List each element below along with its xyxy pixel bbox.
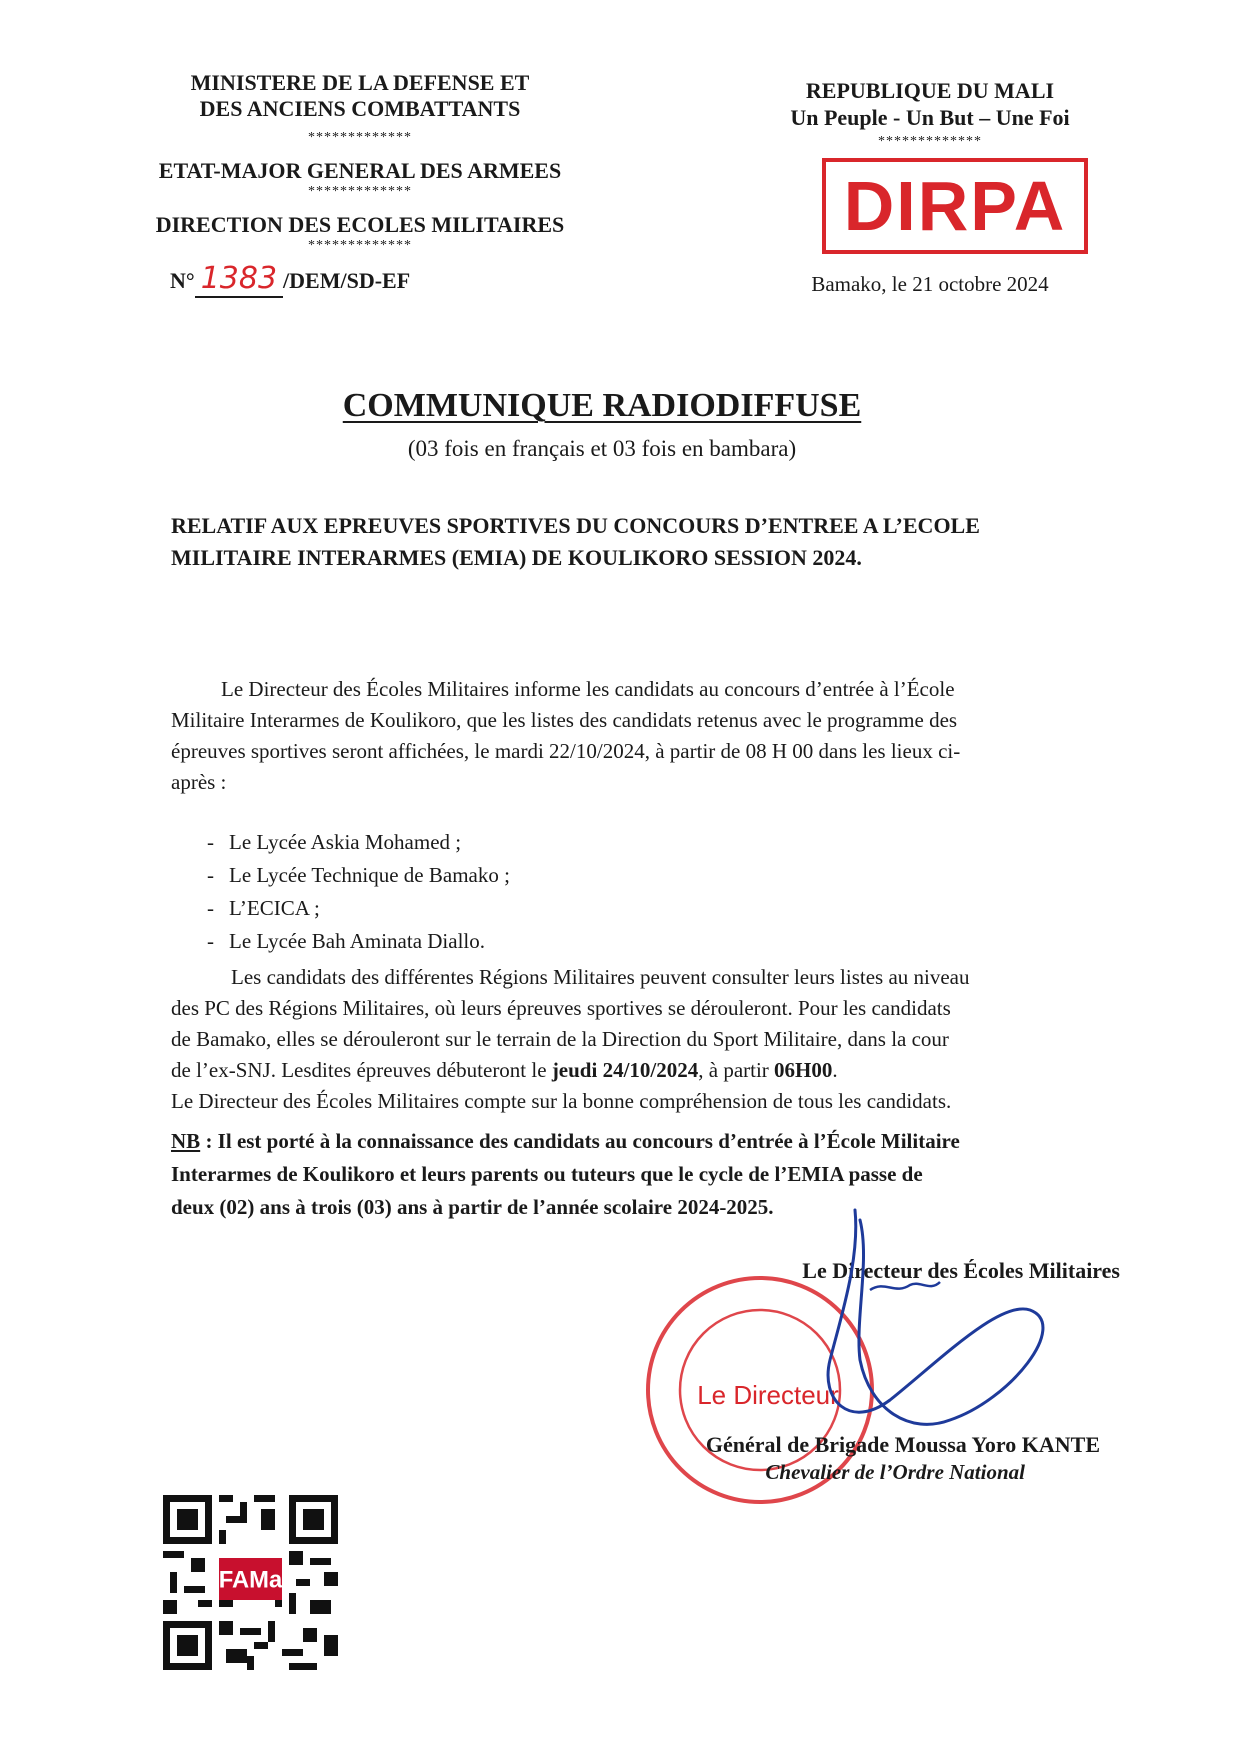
regions-line: de Bamako, elles se dérouleront sur le terrain de la Direction du Sport Militaire, dans la cour: [171, 1027, 949, 1051]
ref-suffix: /DEM/SD-EF: [283, 268, 411, 293]
test-date: jeudi 24/10/2024: [551, 1058, 699, 1082]
regions-line: Les candidats des différentes Régions Militaires peuvent consulter leurs listes au niveau: [231, 965, 970, 989]
intro-line: Militaire Interarmes de Koulikoro, que les listes des candidats retenus avec le programme des: [171, 708, 958, 732]
list-item: - L’ECICA ;: [207, 896, 320, 920]
dirpa-stamp: DIRPA: [822, 158, 1088, 254]
ministry-line1: MINISTERE DE LA DEFENSE ET: [190, 70, 530, 95]
handwritten-signature-icon: [800, 1200, 1080, 1450]
separator-stars: *************: [308, 238, 412, 253]
intro-line: après :: [171, 770, 227, 794]
regions-line: de l’ex-SNJ. Lesdites épreuves débuteront le jeudi 24/10/2024, à partir 06H00.: [171, 1058, 838, 1082]
list-item: - Le Lycée Technique de Bamako ;: [207, 863, 510, 887]
separator-stars: *************: [308, 184, 412, 199]
separator-stars: *************: [878, 134, 982, 149]
list-item: - Le Lycée Askia Mohamed ;: [207, 830, 462, 854]
signatory-distinction: Chevalier de l’Ordre National: [765, 1460, 1025, 1484]
list-item: - Le Lycée Bah Aminata Diallo.: [207, 929, 485, 953]
ministry-name: [150, 70, 570, 122]
subject-line1: RELATIF AUX EPREUVES SPORTIVES DU CONCOURS D’ENTREE A L’ECOLE: [171, 513, 980, 538]
national-motto: Un Peuple - Un But – Une Foi: [790, 105, 1070, 130]
regions-line: des PC des Régions Militaires, où leurs épreuves sportives se dérouleront. Pour les candidats: [171, 996, 951, 1020]
test-time: 06H00: [774, 1058, 833, 1082]
subject-line2: MILITAIRE INTERARMES (EMIA) DE KOULIKORO SESSION 2024.: [171, 545, 862, 570]
etat-major-label: ETAT-MAJOR GENERAL DES ARMEES: [158, 158, 562, 183]
intro-line: Le Directeur des Écoles Militaires informe les candidats au concours d’entrée à l’École: [221, 677, 955, 701]
separator-stars: *************: [308, 130, 412, 145]
page-subtitle: (03 fois en français et 03 fois en bambara): [407, 436, 797, 461]
subject: [171, 510, 1111, 574]
signatory-name: Général de Brigade Moussa Yoro KANTE: [705, 1432, 1100, 1457]
qr-label: FAMa: [218, 1566, 283, 1594]
ref-prefix: N°: [170, 268, 195, 293]
nb-line: Interarmes de Koulikoro et leurs parents ou tuteurs que le cycle de l’EMIA passe de: [171, 1162, 923, 1186]
nb-line: NB : Il est porté à la connaissance des candidats au concours d’entrée à l’École Militaire: [171, 1129, 960, 1153]
direction-label: DIRECTION DES ECOLES MILITAIRES: [155, 212, 565, 237]
ministry-line2: DES ANCIENS COMBATTANTS: [199, 96, 521, 121]
seal-text: Le Directeur: [697, 1380, 839, 1410]
nb-line: deux (02) ans à trois (03) ans à partir de l’année scolaire 2024-2025.: [171, 1195, 774, 1219]
qr-code-icon: [163, 1495, 338, 1670]
nb-label: NB: [171, 1129, 201, 1153]
reference-number: [170, 261, 590, 296]
page-title: COMMUNIQUE RADIODIFFUSE: [342, 387, 862, 424]
regions-paragraph: [171, 962, 1106, 1117]
ref-handwritten-number: 1383: [195, 261, 283, 298]
country-name: REPUBLIQUE DU MALI: [805, 78, 1055, 103]
signatory-title: Le Directeur des Écoles Militaires: [802, 1258, 1120, 1283]
locations-list: [207, 826, 807, 958]
place-date: Bamako, le 21 octobre 2024: [811, 272, 1049, 296]
intro-line: épreuves sportives seront affichées, le mardi 22/10/2024, à partir de 08 H 00 dans les lieux ci-: [171, 739, 961, 763]
intro-paragraph: [171, 674, 1106, 798]
closing-line: Le Directeur des Écoles Militaires compte sur la bonne compréhension de tous les candidats.: [171, 1089, 952, 1113]
